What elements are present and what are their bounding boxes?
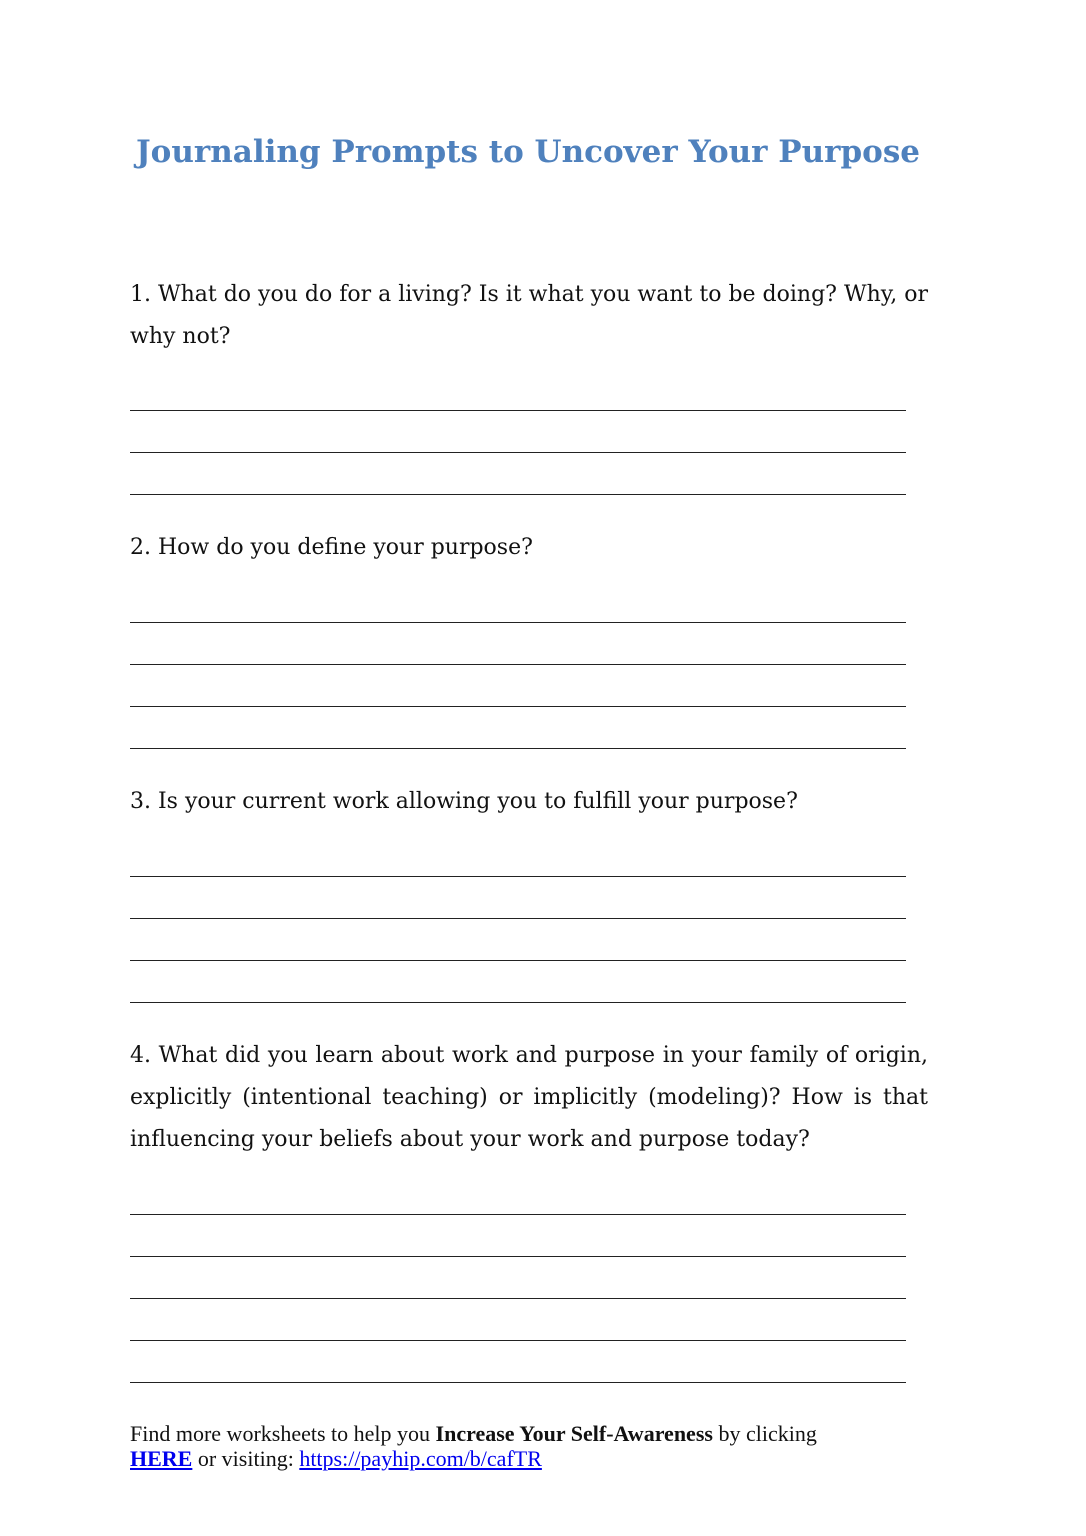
answer-line[interactable] [130, 1002, 906, 1003]
answer-line[interactable] [130, 622, 906, 623]
answer-line[interactable] [130, 876, 906, 877]
footer-middle: by clicking [712, 1421, 817, 1446]
answer-line[interactable] [130, 494, 906, 495]
answer-line[interactable] [130, 1340, 906, 1341]
answer-line[interactable] [130, 918, 906, 919]
answer-line[interactable] [130, 452, 906, 453]
answer-line[interactable] [130, 706, 906, 707]
answer-line[interactable] [130, 960, 906, 961]
answer-line[interactable] [130, 1382, 906, 1383]
footer-bold-text: Increase Your Self-Awareness [435, 1421, 713, 1446]
footer-visiting: or visiting: [192, 1446, 300, 1471]
page-title: Journaling Prompts to Uncover Your Purpose [135, 134, 921, 170]
answer-line[interactable] [130, 1214, 906, 1215]
footer-prefix: Find more worksheets to help you [130, 1421, 436, 1446]
payhip-url-link[interactable]: https://payhip.com/b/cafTR [299, 1446, 542, 1471]
question-1: 1. What do you do for a living? Is it what you want to be doing? Why, or why not? [130, 282, 928, 349]
answer-line[interactable] [130, 1256, 906, 1257]
answer-line[interactable] [130, 1298, 906, 1299]
here-link[interactable]: HERE [130, 1446, 193, 1471]
answer-line[interactable] [130, 410, 906, 411]
question-4: 4. What did you learn about work and purpose in your family of origin, explicitly (intentional teaching) or implicitly (modeling)? How is that influencing your beliefs about your work and purpose today? [130, 1043, 928, 1152]
answer-line[interactable] [130, 748, 906, 749]
footer-note [130, 1421, 930, 1471]
question-3: 3. Is your current work allowing you to fulfill your purpose? [130, 789, 798, 814]
answer-line[interactable] [130, 664, 906, 665]
question-2: 2. How do you define your purpose? [130, 535, 533, 560]
